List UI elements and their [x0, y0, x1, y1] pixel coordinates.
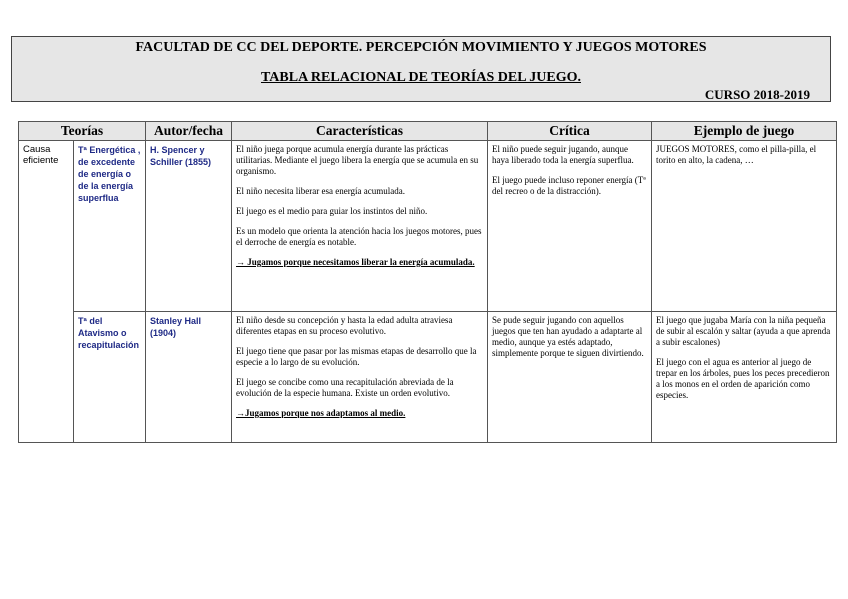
example-cell — [652, 312, 837, 443]
characteristic-text: El niño juega porque acumula energía durante las prácticas utilitarias. Mediante el juego libera la energía que se acumula en su organismo. — [236, 144, 479, 176]
theories-table — [18, 121, 837, 443]
header-ejemplo: Ejemplo de juego — [652, 122, 837, 141]
course-label: CURSO 2018-2019 — [704, 87, 810, 102]
table-header-row — [19, 122, 837, 141]
document-title: FACULTAD DE CC DEL DEPORTE. PERCEPCIÓN MOVIMIENTO Y JUEGOS MOTORES — [135, 40, 707, 55]
table-row — [19, 312, 837, 443]
example-text: El juego que jugaba María con la niña pequeña de subir al escalón y saltar (ayuda a que aprenda a subir escalones) — [656, 315, 831, 347]
characteristic-text: El juego se concibe como una recapitulación abreviada de la evolución de la especie humana. Existe un orden evolutivo. — [236, 377, 454, 398]
critique-text: El juego puede incluso reponer energía (Tª del recreo o de la distracción). — [492, 175, 646, 196]
header-caracteristicas: Características — [232, 122, 488, 141]
characteristics-cell — [232, 312, 488, 443]
document-subtitle: TABLA RELACIONAL DE TEORÍAS DEL JUEGO. — [260, 70, 581, 85]
theory-cell: Tª del Atavismo o recapitulación — [74, 312, 146, 443]
cause-cell: Causa eficiente — [19, 141, 74, 443]
characteristic-text: El juego es el medio para guiar los instintos del niño. — [236, 206, 428, 216]
characteristic-text: El niño necesita liberar esa energía acumulada. — [236, 186, 406, 196]
characteristics-cell — [232, 141, 488, 312]
header-teorias: Teorías — [19, 122, 146, 141]
example-cell — [652, 141, 837, 312]
author-cell: H. Spencer y Schiller (1855) — [146, 141, 232, 312]
critique-text: El niño puede seguir jugando, aunque haya liberado toda la energía superflua. — [492, 144, 634, 165]
table-row — [19, 141, 837, 312]
critique-cell — [488, 141, 652, 312]
author-cell: Stanley Hall (1904) — [146, 312, 232, 443]
document-header — [11, 36, 831, 102]
conclusion-text: → Jugamos porque necesitamos liberar la energía acumulada. — [236, 257, 475, 267]
critique-cell — [488, 312, 652, 443]
example-text: El juego con el agua es anterior al juego de trepar en los árboles, pues los peces precedieron a los monos en el orden de aparición como especies. — [656, 357, 830, 400]
characteristic-text: El niño desde su concepción y hasta la edad adulta atraviesa diferentes etapas en su proceso evolutivo. — [236, 315, 453, 336]
header-critica: Crítica — [488, 122, 652, 141]
theory-cell: Tª Energética , de excedente de energía o de la energía superflua — [74, 141, 146, 312]
header-autor: Autor/fecha — [146, 122, 232, 141]
conclusion-text: →Jugamos porque nos adaptamos al medio. — [236, 408, 406, 418]
characteristic-text: El juego tiene que pasar por las mismas etapas de desarrollo que la especie a lo largo de su evolución. — [236, 346, 477, 367]
critique-text: Se pude seguir jugando con aquellos juegos que ten han ayudado a adaptarte al medio, aunque ya estés adaptado, simplemente porque te siguen divirtiendo. — [492, 315, 644, 358]
example-text: JUEGOS MOTORES, como el pilla-pilla, el torito en alto, la cadena, … — [656, 144, 817, 165]
characteristic-text: Es un modelo que orienta la atención hacia los juegos motores, pues el derroche de energía es notable. — [236, 226, 482, 247]
